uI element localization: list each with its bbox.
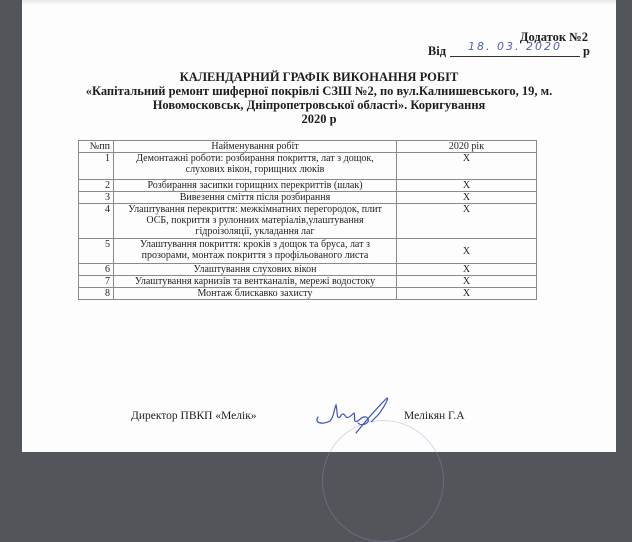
row-name: Улаштування покриття: кроків з дощок та бруса, лат з прозорами, монтаж покриття з профільованого листа: [114, 239, 397, 264]
row-mark: X: [397, 192, 537, 204]
table-row: [79, 153, 537, 180]
table-row: [79, 192, 537, 204]
table-header-row: [79, 141, 537, 153]
row-num: 6: [79, 264, 114, 276]
row-mark: X: [397, 288, 537, 300]
table-row: [79, 204, 537, 239]
handwritten-date: 18. 03. 2020: [468, 40, 563, 53]
title-line-1: КАЛЕНДАРНИЙ ГРАФІК ВИКОНАННЯ РОБІТ: [179, 70, 459, 84]
row-name: Демонтажні роботи: розбирання покриття, лат з дощок, слухових вікон, горищних люків: [114, 153, 397, 180]
signature-icon: [312, 395, 402, 435]
row-name: Улаштування слухових вікон: [114, 264, 397, 276]
table-row: [79, 288, 537, 300]
row-num: 3: [79, 192, 114, 204]
row-name: Вивезення сміття після розбирання: [114, 192, 397, 204]
row-name: Улаштування карнизів та вентканалів, мережі водостоку: [114, 276, 397, 288]
row-mark: X: [397, 276, 537, 288]
header-name: Найменування робіт: [114, 141, 397, 153]
header-year: 2020 рік: [397, 141, 537, 153]
row-num: 8: [79, 288, 114, 300]
table-row: [79, 180, 537, 192]
title-line-2: «Капітальний ремонт шиферної покрівлі СЗШ №2, по вул.Калнишевського, 19, м.: [85, 84, 553, 98]
row-name: Улаштування перекриття: межкімнатних перегородок, плит ОСБ, покриття з рулонних матеріалів,улаштування гідроізоляції, укладання лаг: [114, 204, 397, 239]
row-mark: X: [397, 153, 537, 180]
date-prefix: Від: [427, 44, 447, 58]
document-page: [22, 0, 616, 452]
date-line: [427, 40, 590, 59]
title-line-3: Новомосковськ, Дніпропетровської області». Коригування: [152, 98, 486, 112]
date-suffix: р: [583, 44, 590, 58]
row-name: Розбирання засипки горищних перекриттів (шлак): [114, 180, 397, 192]
row-num: 7: [79, 276, 114, 288]
schedule-table: [78, 140, 537, 300]
row-name: Монтаж блискавко захисту: [114, 288, 397, 300]
header-num: №пп: [79, 141, 114, 153]
row-num: 2: [79, 180, 114, 192]
row-mark: X: [397, 264, 537, 276]
date-underline: [450, 40, 580, 57]
document-title: [62, 70, 576, 126]
row-num: 1: [79, 153, 114, 180]
signer-role: Директор ПВКП «Мелік»: [131, 410, 257, 422]
table-row: [79, 276, 537, 288]
row-num: 4: [79, 204, 114, 239]
stamp-seal: [322, 420, 444, 542]
row-num: 5: [79, 239, 114, 264]
table-row: [79, 264, 537, 276]
row-mark: X: [397, 239, 537, 264]
signer-name: Мелікян Г.А: [404, 410, 465, 422]
row-mark: X: [397, 180, 537, 192]
appendix-label: Додаток №2: [519, 30, 588, 44]
table-row: [79, 239, 537, 264]
title-line-4: 2020 р: [301, 112, 337, 126]
row-mark: X: [397, 204, 537, 239]
